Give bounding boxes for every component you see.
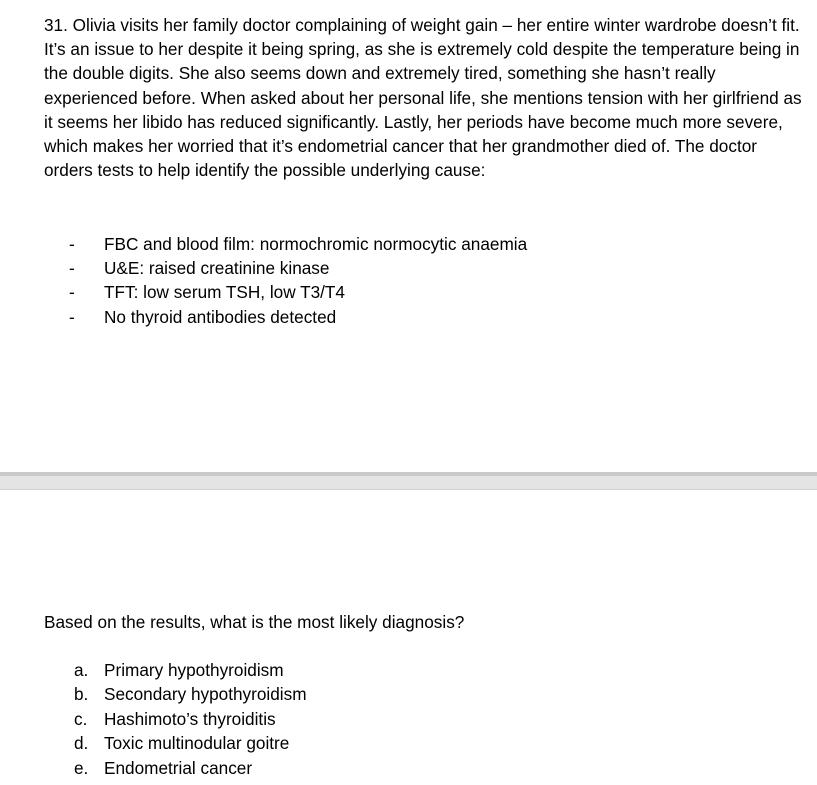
page-break-edge bbox=[0, 489, 817, 490]
option-text: Toxic multinodular goitre bbox=[104, 733, 290, 754]
question-paragraph: 31. Olivia visits her family doctor complaining of weight gain – her entire winter wardrobe doesn’t fit. It’s an issue to her despite it being spring, as she is extremely cold despite the temperature being in the double digits. She also seems down and extremely tired, something she hasn’t really experienced before. When asked about her personal life, she mentions tension with her girlfriend as it seems her libido has reduced significantly. Lastly, her periods have become much more severe, which makes her worried that it’s endometrial cancer that her grandmother died of. The doctor orders tests to help identify the possible underlying cause: bbox=[44, 15, 802, 181]
answer-option bbox=[44, 658, 307, 682]
bullet-dash: - bbox=[69, 306, 75, 327]
bullet-dash: - bbox=[69, 282, 75, 303]
list-item bbox=[44, 305, 527, 329]
bullet-dash: - bbox=[69, 258, 75, 279]
result-text: TFT: low serum TSH, low T3/T4 bbox=[104, 282, 345, 303]
option-letter: b. bbox=[74, 684, 89, 705]
answer-option bbox=[44, 756, 307, 780]
option-letter: d. bbox=[74, 733, 89, 754]
list-item bbox=[44, 280, 527, 304]
option-text: Hashimoto’s thyroiditis bbox=[104, 708, 276, 729]
result-text: No thyroid antibodies detected bbox=[104, 306, 337, 327]
option-letter: e. bbox=[74, 757, 89, 778]
result-text: U&E: raised creatinine kinase bbox=[104, 258, 330, 279]
page-break-shadow bbox=[0, 472, 817, 476]
list-item bbox=[44, 256, 527, 280]
option-text: Secondary hypothyroidism bbox=[104, 684, 307, 705]
answer-option bbox=[44, 707, 307, 731]
answer-option bbox=[44, 682, 307, 706]
result-text: FBC and blood film: normochromic normocytic anaemia bbox=[104, 234, 528, 254]
diagnosis-prompt: Based on the results, what is the most likely diagnosis? bbox=[44, 612, 465, 632]
test-results-list bbox=[44, 232, 527, 329]
option-letter: c. bbox=[74, 708, 88, 729]
answer-options-list bbox=[44, 658, 307, 780]
bullet-dash: - bbox=[69, 234, 75, 254]
answer-option bbox=[44, 731, 307, 755]
option-letter: a. bbox=[74, 660, 89, 680]
list-item bbox=[44, 232, 527, 256]
option-text: Primary hypothyroidism bbox=[104, 660, 284, 680]
option-text: Endometrial cancer bbox=[104, 757, 253, 778]
